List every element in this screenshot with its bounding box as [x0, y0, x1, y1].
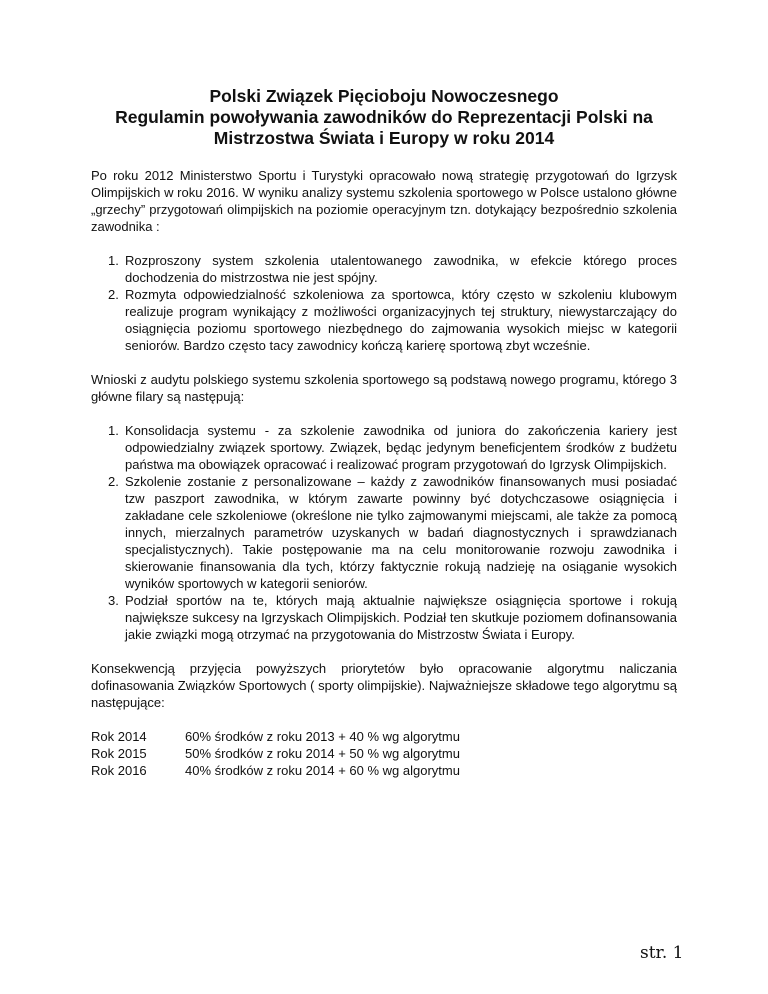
list-item-text: Podział sportów na te, których mają aktualnie największe osiągnięcia sportowe i rokują największe sukcesy na Igrzyskach Olimpijskich. Podział ten skutkuje poziomem dofinansowania jakie związki mogą otrzymać na przygotowania do Mistrzostw Świata i Europy. [125, 593, 677, 642]
document-title [91, 86, 677, 149]
funding-cell: 60% środków z roku 2013 + 40 % wg algorytmu [185, 729, 460, 744]
list-item-number: 1. [108, 253, 119, 268]
page-number: str. 1 [640, 943, 684, 963]
problems-list [91, 252, 677, 354]
list-item [91, 252, 677, 286]
year-cell: Rok 2016 [91, 763, 147, 778]
table-row [91, 745, 460, 762]
list-item-text: Szkolenie zostanie z personalizowane – każdy z zawodników finansowanych musi posiadać tzw paszport zawodnika, w którym zawarte powinny być dotychczasowe osiągnięcia i zakładane cele szkoleniowe (określone nie tylko zajmowanymi miejscami, ale także za pomocą innych, mierzalnych parametrów uzyskanych w badań diagnostycznych i sprawdzianach specjalistycznych). Takie postępowanie ma na celu monitorowanie rozwoju zawodnika i skierowanie finansowania dla tych, którzy faktycznie rokują nadzieję na osiąganie wysokich wyników sportowych w kategorii seniorów. [125, 474, 677, 591]
title-line-3: Mistrzostwa Świata i Europy w roku 2014 [213, 128, 555, 148]
title-line-1: Polski Związek Pięcioboju Nowoczesnego [209, 86, 559, 106]
list-item-number: 2. [108, 287, 119, 302]
list-item-number: 1. [108, 423, 119, 438]
table-row [91, 728, 460, 745]
list-item-number: 3. [108, 593, 119, 608]
year-cell: Rok 2015 [91, 746, 147, 761]
conclusion-paragraph: Wnioski z audytu polskiego systemu szkolenia sportowego są podstawą nowego programu, którego 3 główne filary są następują: [91, 372, 677, 404]
pillars-list [91, 422, 677, 643]
list-item [91, 592, 677, 643]
list-item [91, 286, 677, 354]
list-item [91, 422, 677, 473]
year-cell: Rok 2014 [91, 729, 147, 744]
list-item-number: 2. [108, 474, 119, 489]
list-item [91, 473, 677, 592]
intro-paragraph: Po roku 2012 Ministerstwo Sportu i Turystyki opracowało nową strategię przygotowań do Igrzysk Olimpijskich w roku 2016. W wyniku analizy systemu szkolenia sportowego w Polsce ustalono główne „grzechy” przygotowań olimpijskich na poziomie operacyjnym tzn. dotykający bezpośrednio szkolenia zawodnika : [91, 168, 677, 234]
table-row [91, 762, 460, 779]
document-page [91, 86, 677, 779]
list-item-text: Rozmyta odpowiedzialność szkoleniowa za sportowca, który często w szkoleniu klubowym realizuje program wynikający z możliwości organizacyjnych tej struktury, niewystarczający do osiągnięcia poziomu sportowego niezbędnego do zajmowania wysokich miejsc w kategorii seniorów. Bardzo często tacy zawodnicy kończą karierę sportową zbyt wcześnie. [125, 287, 677, 353]
funding-years-table [91, 728, 460, 779]
funding-cell: 40% środków z roku 2014 + 60 % wg algorytmu [185, 763, 460, 778]
funding-cell: 50% środków z roku 2014 + 50 % wg algorytmu [185, 746, 460, 761]
list-item-text: Konsolidacja systemu - za szkolenie zawodnika od juniora do zakończenia kariery jest odpowiedzialny związek sportowy. Związek, będąc jedynym beneficjentem środków z budżetu państwa ma obowiązek opracować i realizować program przygotowań do Igrzysk Olimpijskich. [125, 423, 677, 472]
consequence-paragraph: Konsekwencją przyjęcia powyższych priorytetów było opracowanie algorytmu naliczania dofinasowania Związków Sportowych ( sporty olimpijskie). Najważniejsze składowe tego algorytmu są następujące: [91, 661, 677, 710]
title-line-2: Regulamin powoływania zawodników do Reprezentacji Polski na [115, 107, 653, 127]
list-item-text: Rozproszony system szkolenia utalentowanego zawodnika, w efekcie którego proces dochodzenia do mistrzostwa nie jest spójny. [125, 253, 677, 285]
